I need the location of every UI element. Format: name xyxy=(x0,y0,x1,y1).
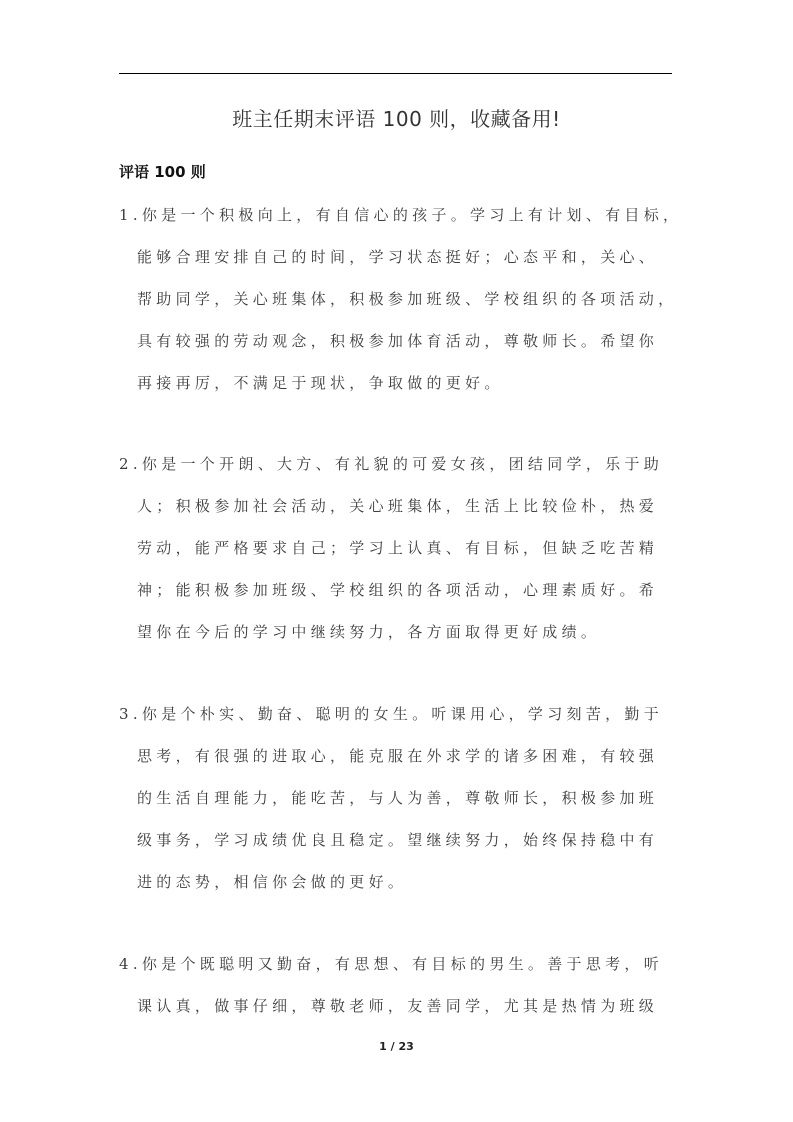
comment-entry-4 xyxy=(119,951,673,1035)
entry-line: 神；能积极参加班级、学校组织的各项活动，心理素质好。希 xyxy=(137,581,659,599)
entry-line: 1.你是一个积极向上，有自信心的孩子。学习上有计划、有目标， xyxy=(119,206,683,224)
document-title: 班主任期末评语 100 则，收藏备用! xyxy=(232,107,561,131)
section-heading: 评语 100 则 xyxy=(119,163,206,181)
entry-line: 望你在今后的学习中继续努力，各方面取得更好成绩。 xyxy=(137,623,601,641)
entry-line: 人；积极参加社会活动，关心班集体，生活上比较俭朴，热爱 xyxy=(137,497,659,515)
comment-entry-2 xyxy=(119,451,673,661)
entry-line: 具有较强的劳动观念，积极参加体育活动，尊敬师长。希望你 xyxy=(137,332,659,350)
entry-line: 劳动，能严格要求自己；学习上认真、有目标，但缺乏吃苦精 xyxy=(137,539,659,557)
entry-line: 2.你是一个开朗、大方、有礼貌的可爱女孩，团结同学，乐于助 xyxy=(119,455,664,473)
entry-line: 级事务，学习成绩优良且稳定。望继续努力，始终保持稳中有 xyxy=(137,831,659,849)
entry-line: 的生活自理能力，能吃苦，与人为善，尊敬师长，积极参加班 xyxy=(137,789,659,807)
entry-line: 帮助同学，关心班集体，积极参加班级、学校组织的各项活动， xyxy=(137,290,678,308)
header-rule xyxy=(119,73,672,74)
comment-entry-3 xyxy=(119,701,673,911)
entry-line: 4.你是个既聪明又勤奋，有思想、有目标的男生。善于思考，听 xyxy=(119,955,664,973)
entry-line: 能够合理安排自己的时间，学习状态挺好；心态平和，关心、 xyxy=(137,248,659,266)
entry-line: 3.你是个朴实、勤奋、聪明的女生。听课用心，学习刻苦，勤于 xyxy=(119,705,664,723)
page-number: 1 / 23 xyxy=(379,1040,414,1053)
entry-line: 思考，有很强的进取心，能克服在外求学的诸多困难，有较强 xyxy=(137,747,659,765)
comment-entry-1 xyxy=(119,202,683,412)
entry-line: 课认真，做事仔细，尊敬老师，友善同学，尤其是热情为班级 xyxy=(137,997,659,1015)
entry-line: 再接再厉，不满足于现状，争取做的更好。 xyxy=(137,374,504,392)
entry-line: 进的态势，相信你会做的更好。 xyxy=(137,873,408,891)
